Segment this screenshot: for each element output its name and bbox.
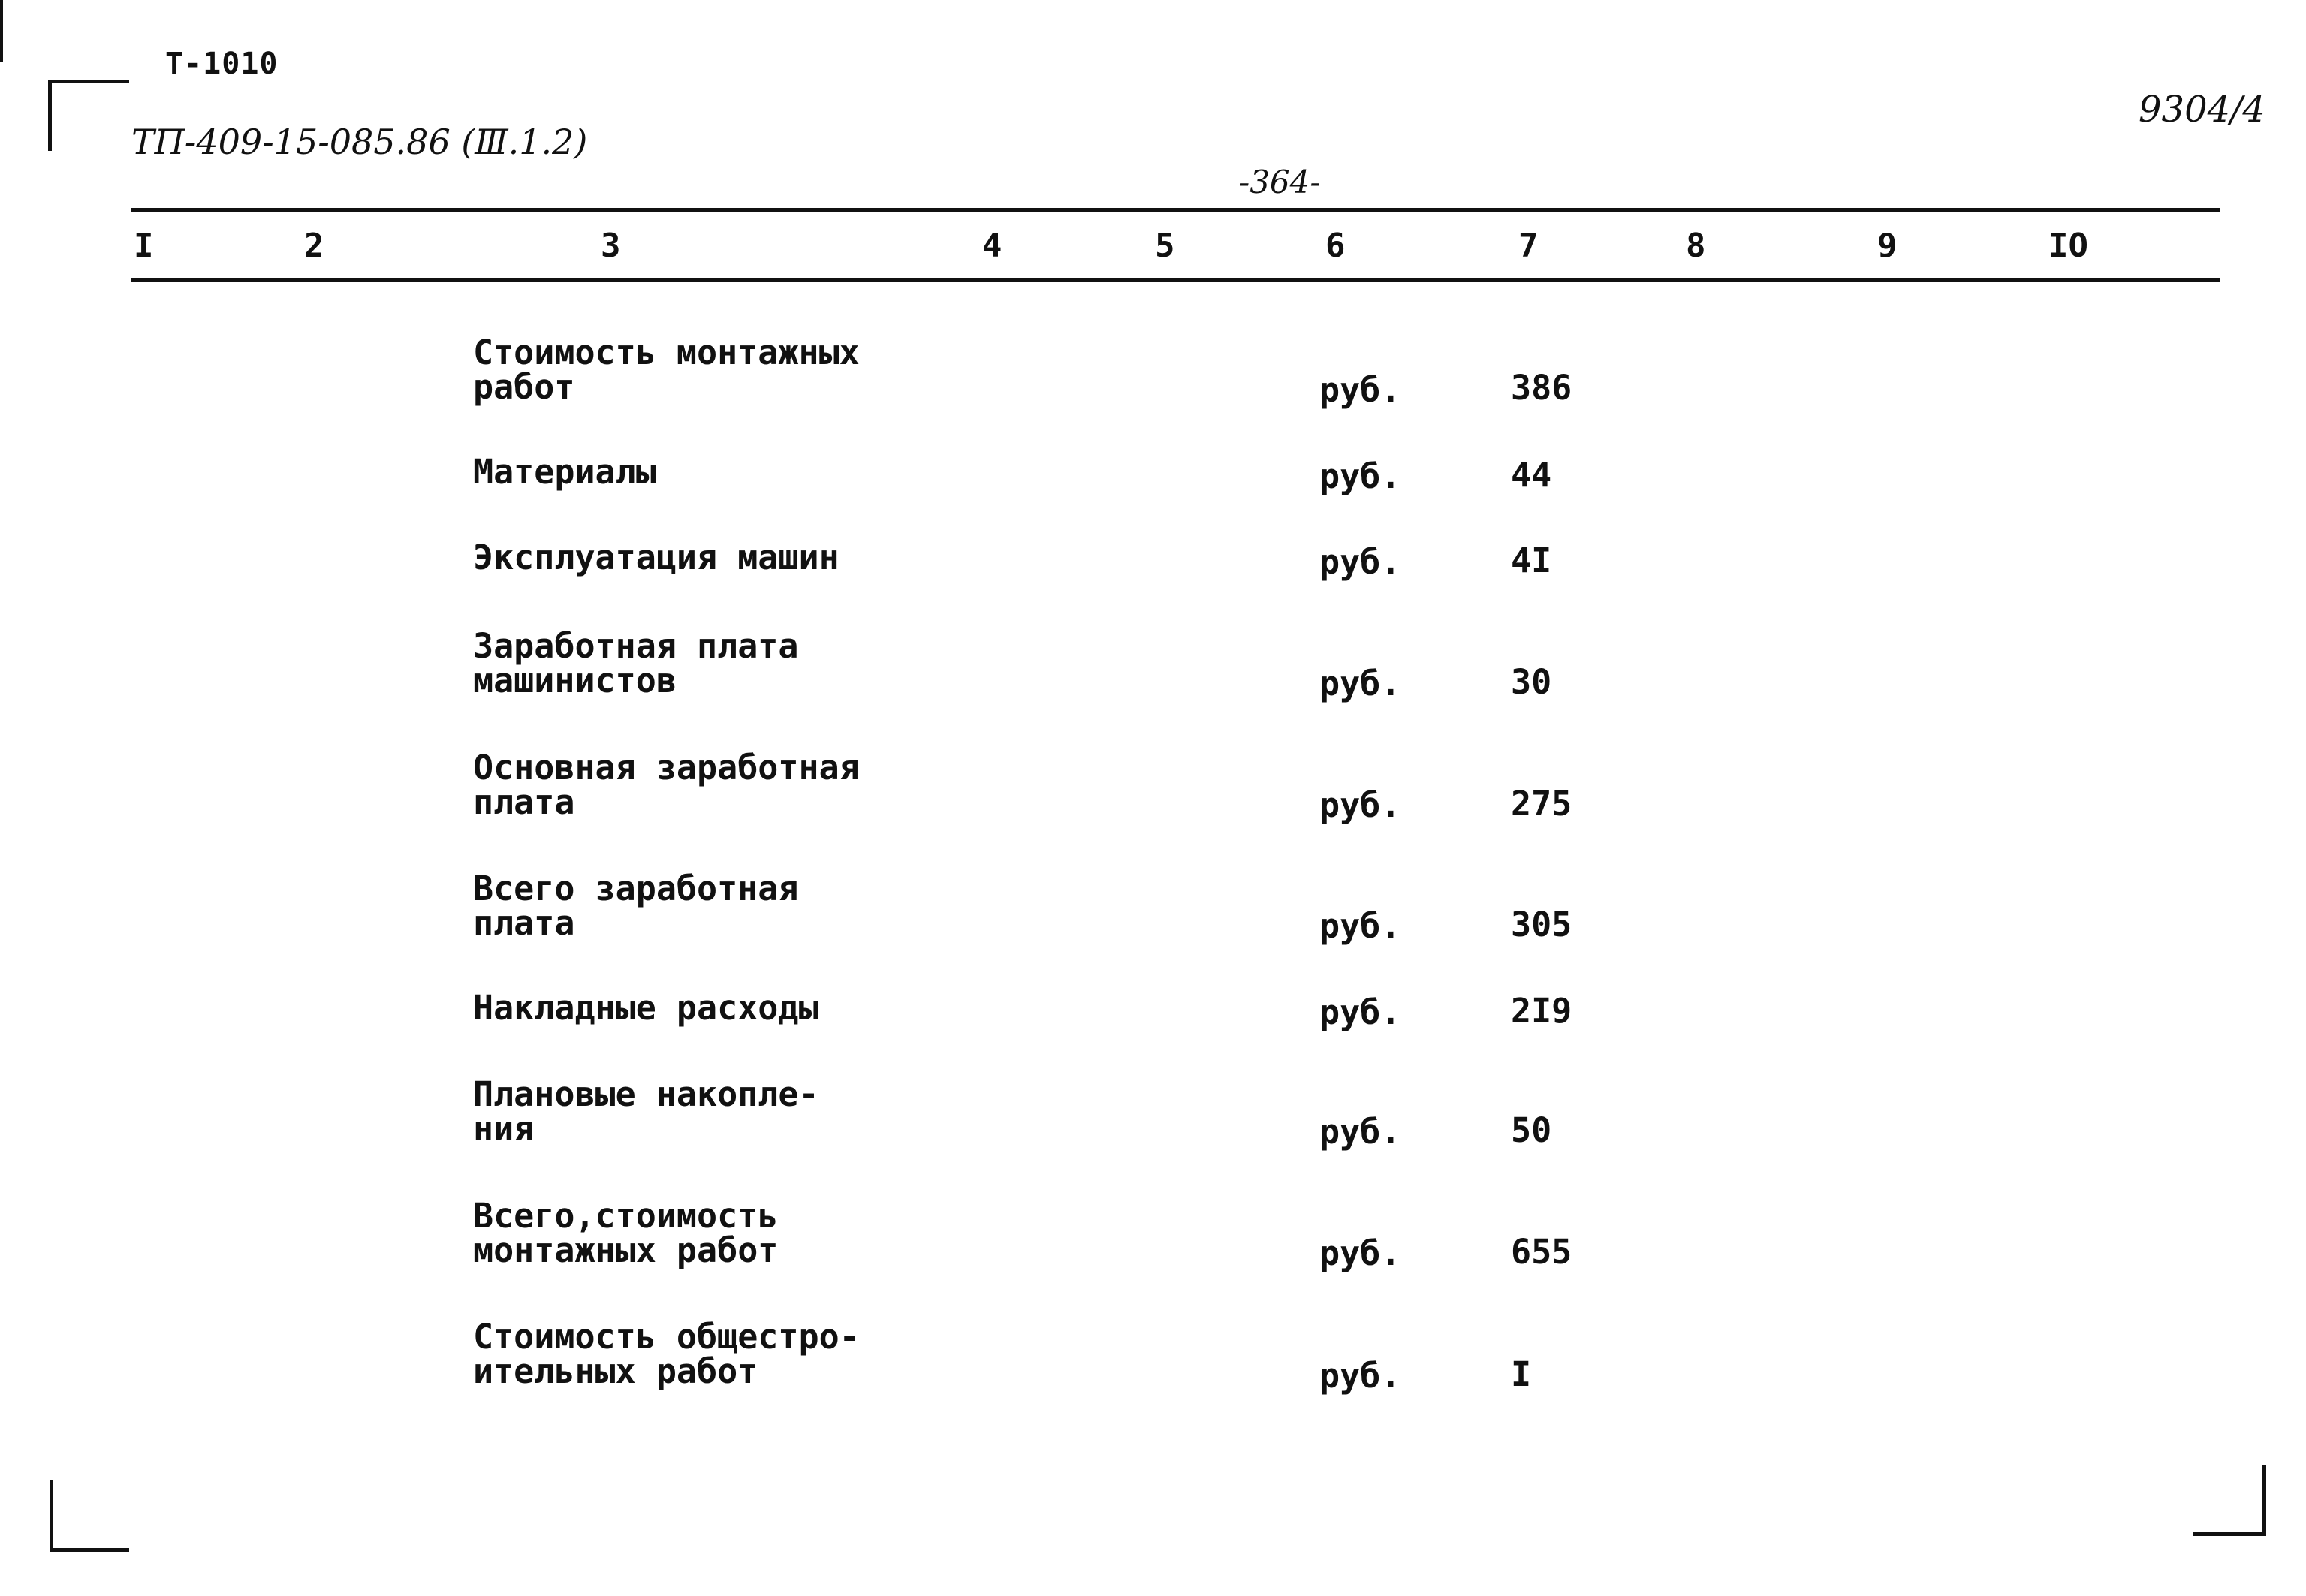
corner-mark-bottom-right-vertical <box>2262 1465 2266 1536</box>
row-unit: руб. <box>1319 1233 1401 1273</box>
row-unit: руб. <box>1319 664 1401 703</box>
row-value: 44 <box>1511 455 1552 495</box>
row-description: Плановые накопле- ния <box>473 1074 819 1149</box>
row-unit: руб. <box>1319 785 1401 825</box>
row-value: 2I9 <box>1511 991 1572 1031</box>
row-value: I <box>1511 1354 1532 1394</box>
sheet-number: 9304/4 <box>2139 89 2265 131</box>
corner-mark-bottom-left <box>50 1548 129 1552</box>
project-number: ТП-409-15-085.86 (Ⅲ.1.2) <box>131 122 588 162</box>
column-number-10: IO <box>2048 227 2088 265</box>
column-number-7: 7 <box>1518 227 1539 265</box>
corner-mark-bottom-left-vertical <box>50 1480 53 1551</box>
corner-mark-top-left <box>50 80 129 83</box>
corner-mark-top-left-vertical <box>48 80 52 151</box>
page-number: -364- <box>1239 164 1321 200</box>
row-description: Всего,стоимость монтажных работ <box>473 1196 779 1270</box>
column-number-8: 8 <box>1686 227 1706 265</box>
row-unit: руб. <box>1319 542 1401 582</box>
table-header-rule <box>131 278 2220 282</box>
row-description: Заработная плата машинистов <box>473 626 799 700</box>
row-unit: руб. <box>1319 1112 1401 1152</box>
row-description: Стоимость монтажных работ <box>473 333 860 407</box>
row-unit: руб. <box>1319 992 1401 1032</box>
row-unit: руб. <box>1319 906 1401 946</box>
row-value: 50 <box>1511 1110 1552 1150</box>
row-unit: руб. <box>1319 1356 1401 1396</box>
row-description: Эксплуатация машин <box>473 538 840 577</box>
row-value: 4I <box>1511 541 1552 580</box>
row-value: 386 <box>1511 368 1572 408</box>
column-number-4: 4 <box>982 227 1002 265</box>
row-value: 30 <box>1511 662 1552 702</box>
column-number-9: 9 <box>1877 227 1898 265</box>
row-description: Всего заработная плата <box>473 869 799 943</box>
column-number-1: I <box>134 227 154 265</box>
row-description: Основная заработная плата <box>473 748 860 822</box>
row-unit: руб. <box>1319 370 1401 410</box>
row-value: 275 <box>1511 784 1572 824</box>
row-description: Накладные расходы <box>473 988 819 1028</box>
row-value: 655 <box>1511 1232 1572 1272</box>
row-unit: руб. <box>1319 456 1401 496</box>
row-description: Стоимость общестро- ительных работ <box>473 1317 860 1391</box>
sheet-number-bar <box>0 0 3 62</box>
row-value: 305 <box>1511 905 1572 944</box>
column-number-3: 3 <box>601 227 621 265</box>
column-number-6: 6 <box>1325 227 1346 265</box>
document-code: Т-1010 <box>165 47 279 81</box>
table-top-rule <box>131 208 2220 212</box>
column-number-5: 5 <box>1155 227 1175 265</box>
corner-mark-bottom-right <box>2193 1532 2266 1536</box>
row-description: Материалы <box>473 452 656 492</box>
column-number-2: 2 <box>304 227 324 265</box>
